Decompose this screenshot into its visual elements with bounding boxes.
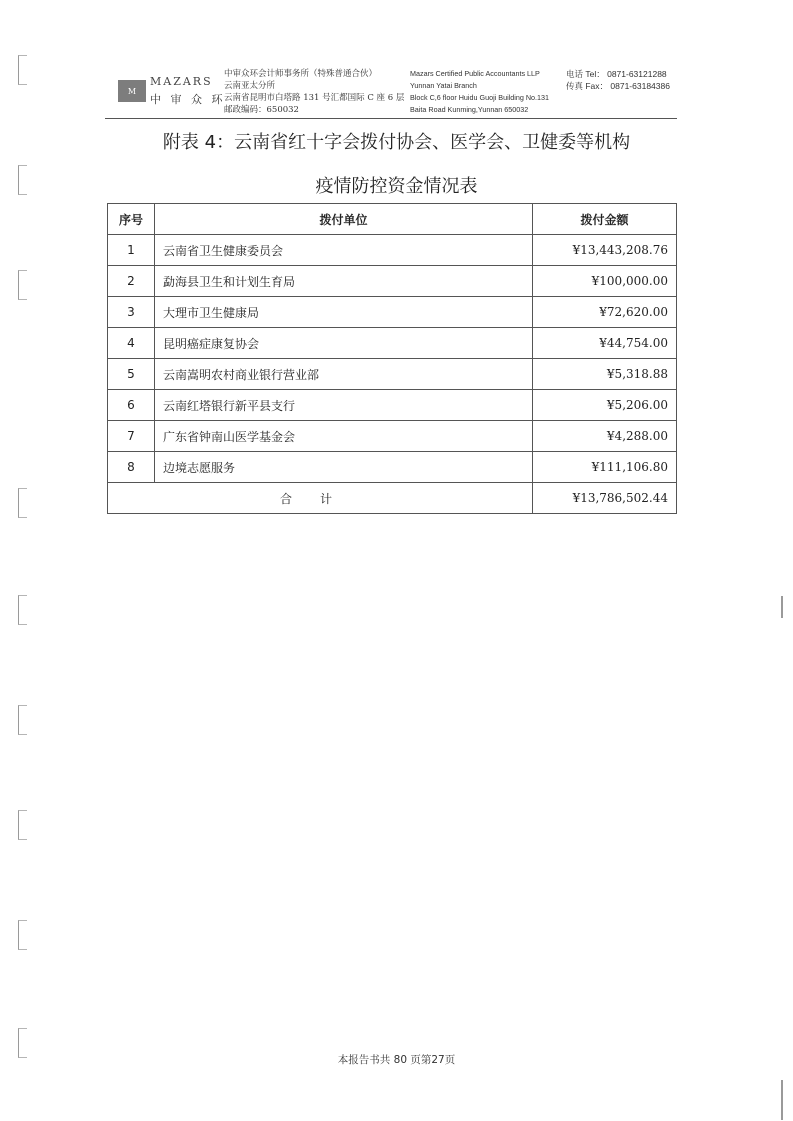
table-row [108,421,677,452]
firm-contact: 电话 Tel： 0871-63121288 传真 Fax： 0871-63184386 [566,69,670,91]
total-amount: ¥13,786,502.44 [533,483,677,514]
edge-mark [781,1080,783,1120]
row-unit: 边境志愿服务 [155,452,533,483]
firm-address-cn: 中审众环会计师事务所（特殊普通合伙） 云南亚太分所 云南省昆明市白塔路 131 号汇都国际 C 座 6 层 邮政编码：650032 [224,69,405,115]
row-amount: ¥111,106.80 [533,452,677,483]
logo-text-cn: 中 审 众 环 [150,93,226,106]
binder-mark [18,488,27,518]
row-index: 4 [108,328,155,359]
row-unit: 勐海县卫生和计划生育局 [155,266,533,297]
funds-table [107,203,677,514]
letterhead [118,68,678,122]
page-footer: 本报告书共 80 页第27页 [337,1054,456,1066]
row-index: 3 [108,297,155,328]
row-amount: ¥5,206.00 [533,390,677,421]
table-row [108,328,677,359]
page-title: 附表 4：云南省红十字会拨付协会、医学会、卫健委等机构 [162,132,631,153]
row-amount: ¥4,288.00 [533,421,677,452]
table-row [108,235,677,266]
binder-mark [18,270,27,300]
total-row [108,483,677,514]
header-unit: 拨付单位 [155,204,533,235]
row-amount: ¥44,754.00 [533,328,677,359]
row-unit: 昆明癌症康复协会 [155,328,533,359]
total-label: 合计 [108,483,533,514]
binder-mark [18,595,27,625]
row-index: 6 [108,390,155,421]
table-header-row [108,204,677,235]
row-unit: 云南省卫生健康委员会 [155,235,533,266]
firm-address-en: Mazars Certified Public Accountants LLP Yunnan Yatai Branch Block C,6 floor Huidu Guoji Building No.131 Baita Road Kunming,Yunnan 650032 [410,69,550,114]
mazars-logo-icon: M [118,80,146,102]
row-amount: ¥5,318.88 [533,359,677,390]
table-row [108,359,677,390]
table-row [108,297,677,328]
header-divider [105,118,677,119]
row-unit: 云南嵩明农村商业银行营业部 [155,359,533,390]
row-amount: ¥13,443,208.76 [533,235,677,266]
row-index: 7 [108,421,155,452]
binder-mark [18,920,27,950]
table-row [108,266,677,297]
table-row [108,452,677,483]
binder-mark [18,55,27,85]
binder-mark [18,810,27,840]
row-unit: 大理市卫生健康局 [155,297,533,328]
row-amount: ¥72,620.00 [533,297,677,328]
binder-mark [18,705,27,735]
row-unit: 云南红塔银行新平县支行 [155,390,533,421]
row-amount: ¥100,000.00 [533,266,677,297]
header-amount: 拨付金额 [533,204,677,235]
row-index: 5 [108,359,155,390]
header-index: 序号 [108,204,155,235]
logo-text-en: MAZARS [150,75,213,88]
row-index: 1 [108,235,155,266]
row-index: 8 [108,452,155,483]
page-subtitle: 疫情防控资金情况表 [315,176,478,197]
row-unit: 广东省钟南山医学基金会 [155,421,533,452]
edge-mark [781,596,783,618]
table-row [108,390,677,421]
row-index: 2 [108,266,155,297]
